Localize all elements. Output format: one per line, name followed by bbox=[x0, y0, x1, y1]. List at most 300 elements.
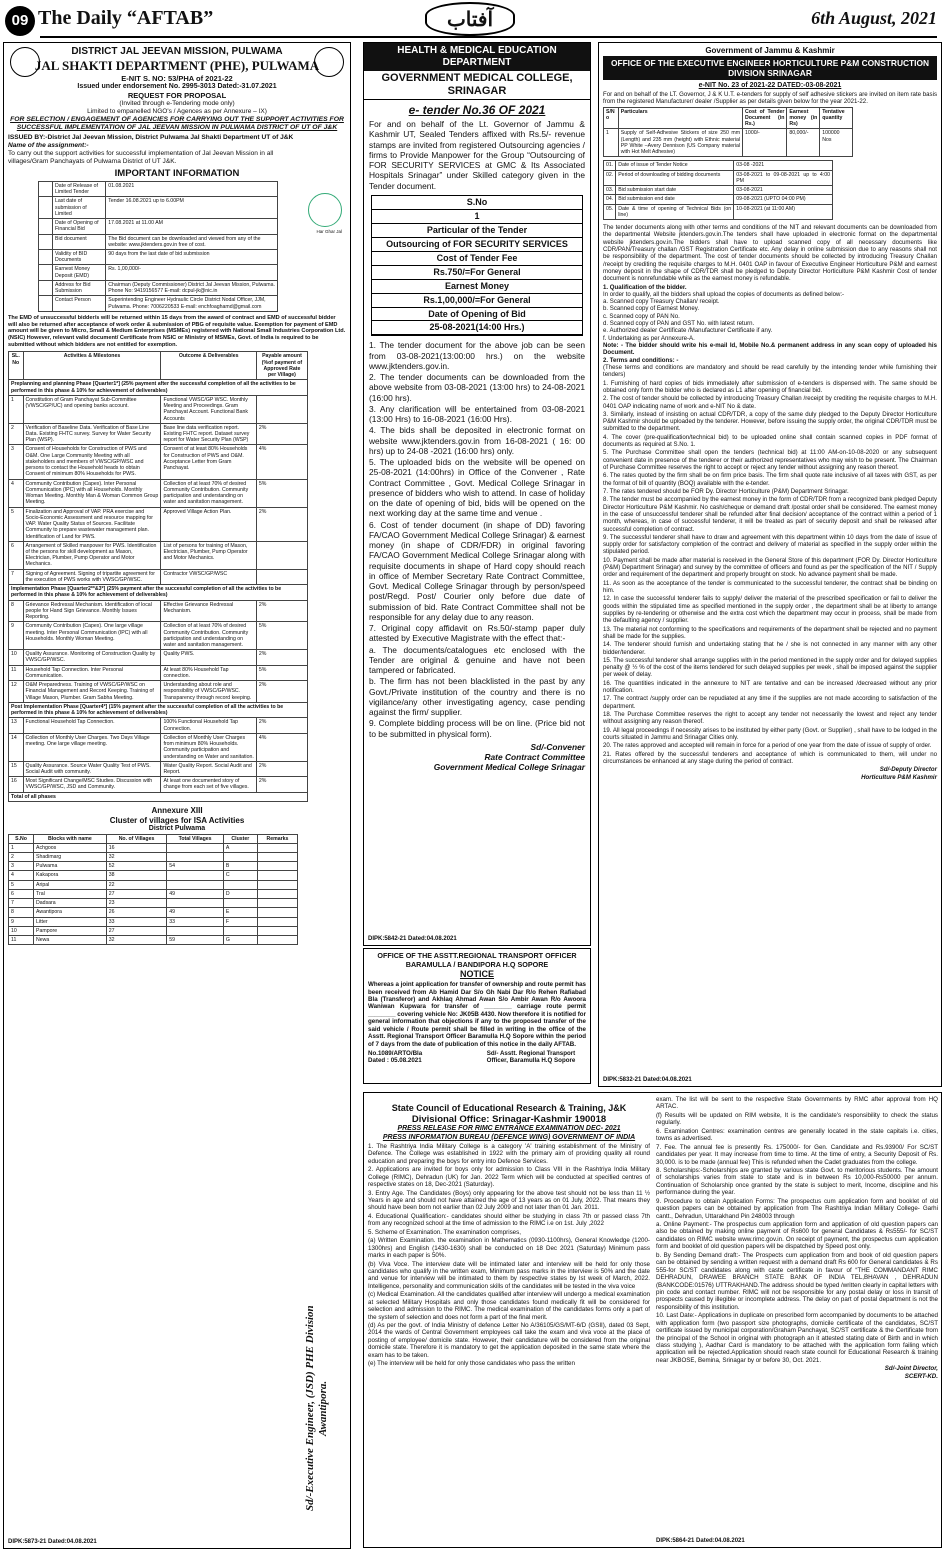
phase-row bbox=[9, 702, 308, 717]
cluster-row bbox=[9, 852, 298, 861]
rimc-point: 5. Scheme of Examination. The examination comprises, bbox=[368, 1228, 521, 1236]
term-item: 13. The material not conforming to the specifications and requirements of the department shall be rejected and no payment shall be made for the supplies. bbox=[603, 625, 937, 640]
cluster-cell: Awantipora bbox=[34, 908, 107, 917]
ad4-qual-intro: In order to qualify, all the bidders shall upload the copies of documents as defined below:- bbox=[603, 290, 845, 298]
term-item: 9. The successful tenderer shall have to draw and agreement with this department within 10 days from the date of issue of supply order for satisfactory completion of the contract and delivery of material as specified in the supply order within the stipulated period. bbox=[603, 533, 937, 556]
tender-point: 9. Complete bidding process will be on line. (Price bid not to be submitted in physical form). bbox=[369, 718, 585, 739]
tender-point: 1. The tender document for the above job can be seen from 03-08-2021(13:00:00 hrs.) on the website www.jktenders.gov.in. bbox=[369, 340, 585, 371]
activity-pay bbox=[256, 541, 307, 569]
cluster-cell bbox=[257, 880, 297, 889]
ad1-rfp: REQUEST FOR PROPOSAL bbox=[127, 90, 227, 100]
info-row bbox=[39, 234, 278, 249]
info-cell: 90 days from the last date of bid submission bbox=[106, 250, 278, 265]
date-cell: 03-08 -2021 bbox=[734, 161, 833, 170]
cluster-cell: 38 bbox=[106, 871, 167, 880]
activity-outcome: Collection of at least 70% of desired Community Contribution. Community participation and understanding on water and sanitation management. bbox=[161, 479, 256, 507]
ad1-limited: Limited to empanelled NGO's / Agences as per Annexure – IX) bbox=[87, 107, 267, 115]
ad1-nit: E-NIT S. NO: 53/PHA of 2021-22 bbox=[121, 73, 233, 83]
info-cell bbox=[39, 265, 53, 280]
cluster-header: Cluster bbox=[223, 834, 257, 843]
info-cell: Bid document bbox=[53, 234, 106, 249]
cluster-cell bbox=[167, 899, 224, 908]
activity-text: Most Significant Change/MSC Studies. Discussion with VWSC/GP/WSC, JSD and Community. bbox=[23, 777, 161, 792]
info-cell: 17.08.2021 at 11.00 AM bbox=[106, 219, 278, 234]
activity-text: Grievance Redressal Mechanism. Identification of local people for Hand Sign Grievance. Monthly Issues Reporting. bbox=[23, 600, 161, 622]
tender-point: 7. Original copy affidavit on Rs.50/-stamp paper duly attested by Executive Magistrate with the effect that:- bbox=[369, 623, 585, 644]
activity-outcome: Base line data verification report. Existing FHTC report. Dataset survey report for Water Security Plan (WSP) bbox=[161, 423, 256, 445]
date-cell: 03. bbox=[604, 186, 616, 195]
info-cell bbox=[39, 219, 53, 234]
info-row bbox=[39, 197, 278, 219]
cluster-cell: C bbox=[223, 871, 257, 880]
ad4-h1: Government of Jammu & Kashmir bbox=[705, 46, 835, 55]
cluster-cell: 27 bbox=[106, 926, 167, 935]
jjm-emblem-icon bbox=[314, 47, 344, 77]
activity-pay: 4% bbox=[256, 733, 307, 761]
term-item: 11. As soon as the acceptance of the tender is communicated to the successful tenderer, the contract shall be binding on him. bbox=[603, 579, 937, 595]
date-cell: Date of issue of Tender Notice bbox=[616, 161, 734, 170]
term-item: 14. The tenderer should furnish and undertaking stating that he / she is not connected in any manner with any other bidder/tenderer. bbox=[603, 641, 937, 656]
cluster-cell bbox=[257, 871, 297, 880]
info-cell bbox=[39, 234, 53, 249]
ad1-info-table bbox=[38, 181, 278, 312]
activity-pay: 5% bbox=[256, 665, 307, 680]
ad2-tender-box bbox=[371, 195, 583, 337]
date-cell: 02. bbox=[604, 170, 616, 185]
date-row bbox=[604, 170, 833, 185]
activity-pay: 2% bbox=[256, 718, 307, 733]
tender-box-line: 25-08-2021(14:00 Hrs.) bbox=[372, 321, 582, 335]
activity-outcome: Quality PWS. bbox=[161, 650, 256, 665]
ad4-nit: e-NIT No. 23 of 2021-22 DATED:-03-08-2021 bbox=[698, 81, 842, 89]
ad2-intro: For and on behalf of the Lt. Governor of Jammu & Kashmir UT, Sealed Tenders affixed with Rs.5/- revenue stamps are invited from registered Outsourcing agencies / firms to Provide Manpower for the Group “Outsourcing of FOR SECURITY SERVICES at GMC & Its Associated Hospitals Srinagar” under Skilled category given in the Tender document. bbox=[369, 119, 585, 191]
rimc-point: 7. Fee. The annual fee is presently Rs. 175000/- for Gen. Candidate and Rs.93900/ For SC/ST candidates per year. It may increase from time to time. At the time of entry, a Security Deposit of Rs. 30,000. is to be made (annual fee) This is refunded when the Cadet graduates from the college. bbox=[656, 1143, 938, 1166]
rimc-point: (d) As per the govt. of India Ministry of defence Letter No A/36105/GS/MT-6/D (GSII), dated 03 Sept, 2014 the wards of Central Government employees call take the exam and viva voce at the place of posting of employee/ domicile state. However, their candidature will be considered from the original domicile state. Therefore it is mandatory to get the application deposited in the same state where the exam has to be taken. bbox=[368, 1322, 650, 1359]
cluster-cell: 59 bbox=[167, 936, 224, 945]
rimc-point: 1. The Rashtriya India Military College is a category 'A' training establishment of the Ministry of Defence. The College was established in 1922 with the primary aim of providing quality all round education and preparing the boys for entry into Defence Services. bbox=[368, 1142, 650, 1165]
date-cell: 10-08-2021 (at 11:00 AM) bbox=[734, 204, 833, 219]
cluster-row bbox=[9, 880, 298, 889]
date-cell: 04. bbox=[604, 195, 616, 204]
ad1-invited: (Invited through e-Tendering mode only) bbox=[119, 99, 235, 107]
date-cell: Bid submission end date bbox=[616, 195, 734, 204]
tender-point: 3. Any clarification will be entertained from 03-08-2021 (13:00 Hrs) to 16-08-2021 (16:00 Hrs). bbox=[369, 403, 585, 425]
ad1-dept1: DISTRICT JAL JEEVAN MISSION, PULWAMA bbox=[71, 46, 283, 57]
activity-pay: 2% bbox=[256, 600, 307, 622]
term-item: 16. The quantities indicated in the annexure to NIT are tentative and can be increased /decreased without any prior notification. bbox=[603, 679, 937, 695]
cluster-cell: Newa bbox=[34, 936, 107, 945]
info-row bbox=[39, 280, 278, 295]
rimc-point: (e) The interview will be held for only those candidates who pass the written bbox=[368, 1360, 575, 1368]
activity-pay: 2% bbox=[256, 507, 307, 541]
cluster-row bbox=[9, 936, 298, 945]
item-cell: 1 bbox=[604, 129, 619, 157]
ad1-dept2: JAL SHAKTI DEPARTMENT (PHE), PULWAMA bbox=[34, 58, 320, 73]
ad5-h1: State Council of Educational Research & Training, J&K bbox=[391, 1103, 627, 1113]
info-cell: Superintending Engineer Hydraulic Circle District Nodal Officer, JJM, Pulwama. Phone: 7006220533 E-mail: enchfoaghamd@gmail.com bbox=[106, 296, 278, 311]
cluster-row bbox=[9, 889, 298, 898]
cluster-cell: 3 bbox=[9, 862, 34, 871]
date-cell: 03-08-2021 to 09-08-2021 up to 4:00 PM bbox=[734, 170, 833, 185]
cluster-cell: 9 bbox=[9, 917, 34, 926]
activity-text: Collection of Monthly User Charges. Two Days Village meeting. One large village meeting. bbox=[23, 733, 161, 761]
date-cell: 05. bbox=[604, 204, 616, 219]
activity-text: Signing of Agreement. Signing of tripartite agreement for the execution of PWS works with VWSC/GP/WSC. bbox=[23, 569, 161, 584]
cluster-cell: Pulwama bbox=[34, 862, 107, 871]
cluster-header: Remarks bbox=[257, 834, 297, 843]
ad1-emd-note: The EMD of unsuccessful bidder/s will be returned within 15 days from the award of contract and EMD of successful bidder will also be returned after acceptance of work order & submission of PBG of requisite value. Exemption for payment of EMD amount will be given to Micro, Small & Medium Enterprises (MSMEs) registered with National Small Industries Corporation Ltd.(NSIC) However, relevant valid document/ Certificate from NSIC or Ministry of MSMEs, Govt. of India is required to be submitted without which bidders are not entitled for exemption. bbox=[8, 314, 346, 348]
cluster-cell bbox=[257, 917, 297, 926]
qual-item: e. Authorized dealer Certificate /Manufacturer Certificate if any. bbox=[603, 327, 773, 335]
cluster-cell: 6 bbox=[9, 889, 34, 898]
ad4-h2: OFFICE OF THE EXECUTIVE ENGINEER HORTICULTURE P&M CONSTRUCTION DIVISION SRINAGAR bbox=[603, 56, 937, 80]
cluster-cell: 4 bbox=[9, 871, 34, 880]
activity-sl: 5 bbox=[9, 507, 24, 541]
activity-row bbox=[9, 600, 308, 622]
ad2-h1: HEALTH & MEDICAL EDUCATION DEPARTMENT bbox=[364, 43, 590, 71]
cluster-cell: Achgoos bbox=[34, 843, 107, 852]
cluster-row bbox=[9, 899, 298, 908]
rimc-point: 9. Procedure to obtain Application Forms: The prospectus cum application form and booklet of old question papers can be obtained by application from The Rashtriya Indian Military College- Garhi cantt., Dehradun, Uttarakhand Pin 248003 through bbox=[656, 1197, 938, 1220]
ad2-sign1: Sd/-Convener bbox=[530, 741, 585, 752]
rimc-point: exam. The list will be sent to the respective State Governments by RMC after approval from HQ ARTAC. bbox=[656, 1096, 938, 1111]
tender-point: 6. Cost of tender document (in shape of DD) favoring FA/CAO Government Medical College Srinagar) & earnest money (in shape of CDR/FDR) in original favoring FA/CAO Government Medical College Srinagar along with requisite documents in shape of Hard copy should reach in office of Member Secretary Rate Contract Committee, Govt. Medical College Srinagar through by person/speed post/Regd. Post/ Courier only before due date of submission of bid. Rate Contract Committee shall not be responsible for any delay due to any reason. bbox=[369, 519, 585, 622]
activity-row bbox=[9, 650, 308, 665]
info-cell bbox=[39, 181, 53, 196]
ad-arto-notice bbox=[363, 948, 591, 1084]
paper-title: The Daily “AFTAB” bbox=[38, 7, 214, 29]
cluster-cell: 49 bbox=[167, 889, 224, 898]
activity-row bbox=[9, 507, 308, 541]
activity-text: Finalization and Approval of VAP. PRA exercise and Socio-Economic Assessment and resource mapping for VAP. Water Quality Status of Sources. Facilitate Community to prepare wastewater management plan. Identification of Land for PWS. bbox=[23, 507, 161, 541]
ad5-h3: PRESS RELEASE FOR RIMC ENTRANCE EXAMINATION DEC- 2021 bbox=[397, 1125, 621, 1133]
phase-cell: Implementation Phase [Quarter2**&3*] (25% payment after the successful completion of all the activities to be performed in this phase & 10% for achievement of deliverables) bbox=[9, 585, 308, 600]
info-cell bbox=[39, 250, 53, 265]
ad1-selection: FOR SELECTION / ENGAGEMENT OF AGENCIES FOR CARRYING OUT THE SUPPORT ACTIVITIES FOR SUCCESSFUL IMPLEMENTATION OF JAL JEEVAN MISSION IN PULWAMA DISTRICT OF UT OF J&K bbox=[10, 115, 344, 131]
term-item: 6. The rates quoted by the firm shall be on firm price basis. The firm shall quote rate inclusive of all taxes with GST, as per the format of bill of quantity (BOQ) available with the e-tender. bbox=[603, 472, 937, 487]
cluster-cell bbox=[167, 926, 224, 935]
cluster-row bbox=[9, 843, 298, 852]
tender-box-line: Rs.750/=For General bbox=[372, 266, 582, 280]
term-item: 5. The Purchase Committee shall open the tenders (technical bid) at 11:00 AM-on-10-08-2020 or any subsequent convenient date in presence of the tenderer or their authorized representatives who may wish to be present. The Chairman of Purchase Committee reserves the right to accept or reject any tender without assigning any reason thereof. bbox=[603, 449, 937, 472]
har-ghar-jal-caption: Har Ghar Jal bbox=[316, 229, 342, 234]
activity-sl: 11 bbox=[9, 665, 24, 680]
date-cell: Period of downloading of bidding documents bbox=[616, 170, 734, 185]
rimc-point: 4. Educational Qualification:- candidates should either be studying in class 7th or passed class 7th from any recognized school at the time of admission to the RIMC i.e on 1st. July ,2022 bbox=[368, 1212, 650, 1228]
paper-logo: آفتاب bbox=[425, 2, 515, 36]
activity-row bbox=[9, 479, 308, 507]
ad5-sign2: SCERT-KD. bbox=[904, 1372, 938, 1380]
cluster-cell: 49 bbox=[167, 908, 224, 917]
info-row bbox=[39, 250, 278, 265]
term-item: 20. The rates approved and accepted will remain in force for a period of one year from the date of issue of supply of order. bbox=[603, 742, 932, 750]
cluster-cell: F bbox=[223, 917, 257, 926]
activity-outcome: Understanding about role and responsibility of VWSC/GP/WSC. Transparency through record keeping. bbox=[161, 681, 256, 703]
rimc-point: (f) Results will be updated on RIM website, It is the candidate's responsibility to check the status regularly. bbox=[656, 1111, 938, 1127]
activity-text: Constitution of Gram Panchayat Sub-Committee (VWSC/GP/UC) and opening banks account. bbox=[23, 395, 161, 423]
cluster-cell: 1 bbox=[9, 843, 34, 852]
activity-row bbox=[9, 541, 308, 569]
ad-horticulture bbox=[598, 42, 942, 1087]
rimc-point: (a) Written Examination. the examination in Mathematics (0930-1100hrs), General Knowledge (1200-1300hrs) and English (1430-1630) shall be conducted on 18 Dec 2021 (Saturday) Minimum pass marks in each paper is 50%. bbox=[368, 1237, 650, 1260]
cluster-cell: Pampore bbox=[34, 926, 107, 935]
cluster-cell: 8 bbox=[9, 908, 34, 917]
cluster-cell: G bbox=[223, 936, 257, 945]
term-item: 1. Furnishing of hard copies of bids immediately after submission of e-tenders is dispensed with. The same should be obtained only form the bidder who is declared as L1 after opening of financial bid. bbox=[603, 379, 937, 394]
activity-outcome: 100% Functional Household Tap Connection. bbox=[161, 718, 256, 733]
ad3-text: Whereas a joint application for transfer of ownership and route permit has been received from Ab Hamid Dar S/o Gh Nabi Dar R/o Rehen Rafiabad Bla (Transferor) and Akhlaq Ahmad Awan S/o Ambir Awan R/o Awoora Waniwan Kupwara for transfer of ________ carriage route permit ________ covering vehicle No: JK05B 4430. Now therefore it is notified for general information that objections if any to the proposed transfer of the said vehicle / Route permit shall be filled in writing in the office of the Asstt. Regional Transport Officer Baramulla H.Q Sopore within the period of 7 days from the date of publication of this notice in the daily AFTAB. bbox=[368, 981, 586, 1048]
activity-text: Quality Assurance. Monitoring of Construction Quality by VWSC/GP/WSC. bbox=[23, 650, 161, 665]
ad-jal-shakti bbox=[3, 42, 351, 1549]
ad1-assignment: Name of the assignment:- bbox=[8, 141, 89, 149]
info-cell: Date of Release of Limited Tender bbox=[53, 181, 106, 196]
rimc-point: 3. Entry Age. The Candidates (Boys) only appearing for the above test should not be less than 11 ½ Years in age and should not have attained the age of 13 years as on 01 July, 2022. That means they should have been born not earlier than 02 July 2009 and not later than 01 Jan. 2011. bbox=[368, 1189, 650, 1212]
cluster-cell: 52 bbox=[106, 862, 167, 871]
item-cell: 100000 Nos bbox=[820, 129, 853, 157]
date-row bbox=[604, 204, 833, 219]
activity-outcome: Collection of at least 70% of desired Community Contribution. Community participation and understanding on water and sanitation management. bbox=[161, 622, 256, 650]
activity-sl: 1 bbox=[9, 395, 24, 423]
activity-sl: 8 bbox=[9, 600, 24, 622]
cluster-cell bbox=[223, 899, 257, 908]
rimc-point: 6. Examination Centres: examination centres are generally located in the state capitals i.e. cities, towns as advertised. bbox=[656, 1127, 938, 1143]
ad2-sign2: Rate Contract Committee bbox=[484, 752, 585, 763]
term-item: 10. Payment shall be made after material is received in the General Store of this department (FOR Dy. Director Horticulture (P&M) Department Srinagar) and survey by the committee of officers and found as per the specification of the NIT / Supply order and requirement of the department and properly brought on stock. No advance payment shall be made. bbox=[603, 556, 937, 579]
ad4-sign2: Horticulture P&M Kashmir bbox=[861, 773, 937, 781]
phase-cell: Preplanning and planning Phase [Quarter1*] (25% payment after the successful completion of all the activities to be performed in this phase & 10% for achievement of deliverables) bbox=[9, 380, 308, 395]
ad1-purpose: To carry out the support activities for successful implementation of Jal Jeevan Mission in all villages/Gram Panchayats of Pulwama District of UT J&K. bbox=[8, 149, 274, 165]
ad5-sign1: Sd/-Joint Director, bbox=[884, 1365, 938, 1373]
term-item: 3. Similarly, instead of insisting on actual CDR/TDR, a copy of the same duly pledged to the Deputy Director Horticulture P&M Kashmir should be uploaded by the tenderer. However, before issuing the supply order, the original CDR/TDR must be submitted to the department. bbox=[603, 410, 937, 433]
info-cell: Address for Bid Submission bbox=[53, 280, 106, 295]
tender-point: 4. The bids shall be deposited in electronic format on website www.jktenders.gov.in from 16-08-2021 ( 16: 00 hrs) up to 24-08 -2021 (16:00 hrs) only. bbox=[369, 425, 585, 456]
ad1-dipk: DIPK:5873-21 Dated:04.08.2021 bbox=[8, 1538, 97, 1545]
cluster-cell: 7 bbox=[9, 899, 34, 908]
cluster-cell: 22 bbox=[106, 880, 167, 889]
ad1-signature: Sd/-Executive Engineer, (JSD) PHE Division Awantipora. bbox=[304, 1305, 330, 1511]
phase-row bbox=[9, 792, 308, 801]
activity-text: Functional Household Tap Connection. bbox=[23, 718, 161, 733]
cluster-cell bbox=[257, 926, 297, 935]
info-cell bbox=[39, 197, 53, 219]
activity-header: Outcome & Deliverables bbox=[161, 352, 256, 380]
ad3-date: Dated : 05.08.2021 bbox=[368, 1057, 422, 1065]
cluster-cell bbox=[257, 908, 297, 917]
cluster-cell: 33 bbox=[167, 917, 224, 926]
date-row bbox=[604, 161, 833, 170]
qual-item: a. Scanned copy Treasury Challan/ receipt. bbox=[603, 298, 720, 306]
masthead bbox=[0, 0, 945, 38]
ad1-cluster-table bbox=[8, 834, 298, 946]
qual-item: f. Undertaking as per Annexure-A. bbox=[603, 334, 695, 342]
activity-sl: 4 bbox=[9, 479, 24, 507]
info-cell: Chairman (Deputy Commissioner) District Jal Jeevan Mission, Pulwama. Phone No: 9419156577 E-mail: dcpul-jk@nic.in bbox=[106, 280, 278, 295]
activity-pay: 5% bbox=[256, 479, 307, 507]
term-item: 17. The contract /supply order can be repudiated at any time if the supplies are not made according to satisfaction of the department. bbox=[603, 695, 937, 710]
activity-header: Payable amount (%of payment of Approved Rate per Village) bbox=[256, 352, 307, 380]
cluster-cell bbox=[257, 862, 297, 871]
ad1-issued-by: ISSUED BY:-District Jal Jeevan Mission, District Pulwama Jal Shakti Department UT of J&K bbox=[8, 133, 294, 141]
activity-row bbox=[9, 733, 308, 761]
ad4-note: Note: - The bidder should write his e-mail Id, Mobile No.& permanent address in any scan copy of uploaded his Document. bbox=[603, 342, 937, 357]
cluster-cell: Shadimarg bbox=[34, 852, 107, 861]
cluster-cell bbox=[167, 852, 224, 861]
cluster-cell: 32 bbox=[106, 936, 167, 945]
cluster-cell: 26 bbox=[106, 908, 167, 917]
activity-outcome: Effective Grievance Redressal Mechanism. bbox=[161, 600, 256, 622]
cluster-cell bbox=[257, 843, 297, 852]
term-item: 4. The cover (pre-qualification/technical bid) to be uploaded online shall contain scanned copies in PDF format of documents as required at S.No. 1. bbox=[603, 433, 937, 449]
ad4-dates-table bbox=[603, 160, 833, 220]
info-cell: The Bid document can be downloaded and viewed from any of the website: www.jktenders.gov.in free of cost. bbox=[106, 234, 278, 249]
cluster-cell bbox=[223, 852, 257, 861]
cluster-cell: 23 bbox=[106, 899, 167, 908]
cluster-row bbox=[9, 917, 298, 926]
ad5-h2: Divisional Office: Srinagar-Kashmir 190018 bbox=[411, 1113, 607, 1125]
cluster-cell: 16 bbox=[106, 843, 167, 852]
ad4-body: The tender documents along with other terms and conditions of the NIT and relevant documents can be downloaded from the departmental Website jktenders.gov.in.The tenders shall have uploaded in electronic format on the departmental website jktenders.gov.in.The bidders shall have to upload scanned copy of all necessary documents like CDR/PAN/Treasury challan /GST Registration Certificate etc. Any delay in online submission due to any reasons shall not be responsibility of the department. The cost of tender documents should be collected by introducing Treasury Challan /receipt by crediting the requisite charges to M.H. 0401 OAP in favour of Executive Engineer Horticulture P&M and earnest money deposit in the shape of CDR/TDR shall be pledged to Deputy Director Horticulture P&M Kashmir Cost of tender document is nonrefundable while as the earnest money is refundable. bbox=[603, 224, 937, 283]
tender-box-line: Earnest Money bbox=[372, 280, 582, 294]
activity-row bbox=[9, 718, 308, 733]
info-cell: Rs. 1,00,000/- bbox=[106, 265, 278, 280]
activity-pay: 2% bbox=[256, 650, 307, 665]
info-cell: Contact Person bbox=[53, 296, 106, 311]
activity-row bbox=[9, 761, 308, 776]
activity-text: Arrangement of Skilled manpower for PWS. Identification of the persons for skill development as Mason, Electrician, Plumber, Pump Operator and Motor Mechanics. bbox=[23, 541, 161, 569]
activity-header: SL. No bbox=[9, 352, 24, 380]
activity-row bbox=[9, 445, 308, 479]
ad1-activities-table bbox=[8, 351, 308, 802]
tender-box-line: Cost of Tender Fee bbox=[372, 252, 582, 266]
activity-text: Verification of Baseline Data. Verification of Base Line Data. Existing FHTC survey. Survey for Water Security Plan (WSP). bbox=[23, 423, 161, 445]
ad3-no: No.1089/ARTO/Bla bbox=[368, 1050, 423, 1058]
cluster-cell: Dadsara bbox=[34, 899, 107, 908]
activity-outcome: List of persons for training of Mason, Electrician, Plumber, Pump Operator and Motor Mechanics. bbox=[161, 541, 256, 569]
info-cell: Last date of submission of Limited bbox=[53, 197, 106, 219]
cluster-row bbox=[9, 871, 298, 880]
term-item: 21. Rates offered by the successful tenderers and acceptance of which is communicated to them, will under no circumstances be enhanced at any stage during the period of contract. bbox=[603, 750, 937, 765]
info-row bbox=[39, 181, 278, 196]
cluster-cell: Aripal bbox=[34, 880, 107, 889]
activity-pay: 2% bbox=[256, 681, 307, 703]
rimc-point: a. Online Payment:- The prospectus cum application form and application of old question papers can also be obtained by making online payment of Rs600 for general Candidates & Rs555/- for SC/ST candidates on RIMC website www.rimc.gov.in. On receipt of payment, the prospectus cum application form and booklet of old question papers will be dispatched by Speed post only. bbox=[656, 1221, 938, 1251]
tender-box-line: 1 bbox=[372, 210, 582, 224]
cluster-cell bbox=[167, 843, 224, 852]
ad3-sign: Sd/- Asstt. Regional Transport Officer, Baramulla H.Q Sopore bbox=[486, 1050, 576, 1065]
cluster-header: S.No bbox=[9, 834, 34, 843]
tender-point: 2. The tender documents can be downloaded from the above website from 03-08-2021 (13:00 hrs) to 24-08-2021 (16:00 hrs). bbox=[369, 372, 585, 403]
ad4-intro: For and on behalf of the LT. Governor, J & K U.T. e-tenders for supply of self adhesive stickers are invited on item rate basis from the registered Manufacturer/ dealer /Supplier as per details given below for the year 2021-22. bbox=[603, 91, 937, 106]
term-item: 19. All legal proceedings if necessity arises to be instituted by either party (Govt. or Supplier) , shall have to be lodged in the courts situated in Jammu and Srinagar Cities only. bbox=[603, 726, 937, 741]
term-item: 18. The Purchase Committee reserves the right to accept any tender not necessarily the lowest and reject any tender without assigning any reason thereof. bbox=[603, 711, 937, 726]
cluster-cell: 33 bbox=[106, 917, 167, 926]
activity-pay bbox=[256, 395, 307, 423]
ad2-sign3: Government Medical College Srinagar bbox=[433, 762, 585, 773]
ad4-terms-title: 2. Terms and conditions: - bbox=[603, 356, 679, 364]
ad1-annexure: Annexure XIII bbox=[151, 805, 203, 815]
tender-box-line: Outsourcing of FOR SECURITY SERVICES bbox=[372, 238, 582, 252]
info-cell: Validity of BID Documents bbox=[53, 250, 106, 265]
cluster-header: Total Villages bbox=[167, 834, 224, 843]
ad4-terms-intro: (These terms and conditions are mandatory and should be read carefully by the intending tender while furnishing their tenders) bbox=[603, 363, 937, 379]
phase-cell: Total of all phases bbox=[9, 792, 308, 801]
cluster-cell: 2 bbox=[9, 852, 34, 861]
item-cell: 80,000/- bbox=[787, 129, 820, 157]
cluster-cell: 5 bbox=[9, 880, 34, 889]
term-item: 15. The successful tenderer shall arrange supplies with in the period mentioned in the supply order and for delayed supplies penalty @ ½ % of the cost of the items tendered for such delayed supplies per week , shall be imposed against the supplier per week of delay. bbox=[603, 656, 937, 679]
activity-row bbox=[9, 423, 308, 445]
tender-point: b. The firm has not been blacklisted in the past by any Govt./Private institution of the country and there is no vigilance/any other investigating agency, case pending against the firm/ supplier. bbox=[369, 676, 585, 718]
activity-outcome: At least 80% Household Tap connection. bbox=[161, 665, 256, 680]
tender-point: 5. The uploaded bids on the website will be opened on 25-08-2021 (14:00hrs) in Office of the Convener , Rate Contract Committee , Govt. Medical College Srinagar in presence of bidders who wish to attend. In case of holiday on the date of opening of bid, bids will be opened on the next working day at the same time and venue . bbox=[369, 457, 585, 519]
activity-header: Activities & Milestones bbox=[23, 352, 161, 380]
activity-pay: 4% bbox=[256, 445, 307, 479]
info-cell: Date of Opening of Financial Bid bbox=[53, 219, 106, 234]
page-number: 09 bbox=[5, 6, 35, 36]
activity-outcome: Water Quality Report. Social Audit and Report. bbox=[161, 761, 256, 776]
item-header: Tentative quantity bbox=[820, 107, 853, 129]
cluster-cell: 54 bbox=[167, 862, 224, 871]
ad1-issued: Issued under endorsement No. 2995-3013 Dated:-31.07.2021 bbox=[77, 82, 277, 90]
activity-text: Consent of Households for Construction of PWS and O&M. One Large Community Meeting with all stakeholders and members of VWSC/GP/WSC and persons to contact the Household heads to obtain Consent of minimum 80% Households for PWS. bbox=[23, 445, 161, 479]
activity-sl: 13 bbox=[9, 718, 24, 733]
tender-box-line: Particular of the Tender bbox=[372, 224, 582, 238]
cluster-cell: Tral bbox=[34, 889, 107, 898]
qual-item: b. Scanned copy of Earnest Money. bbox=[603, 305, 700, 313]
ad-scert-rimc bbox=[363, 1092, 942, 1548]
activity-sl: 3 bbox=[9, 445, 24, 479]
activity-outcome: Contractor VWSC/GP/WSC bbox=[161, 569, 256, 584]
masthead-rule bbox=[40, 36, 937, 38]
activity-pay: 2% bbox=[256, 777, 307, 792]
info-cell: Tender 16.08.2021 up to 6.00PM bbox=[106, 197, 278, 219]
cluster-cell: Litter bbox=[34, 917, 107, 926]
activity-sl: 6 bbox=[9, 541, 24, 569]
cluster-cell: B bbox=[223, 862, 257, 871]
activity-pay bbox=[256, 569, 307, 584]
rimc-point: 8. Scholarships:-Scholarships are granted by various state Govt. to meritorious students. The amount of scholarships varies from state to state and is in between Rs 10,000-Rs50000 per annum. Continuation of Scholarship once granted by the state is subject to merit, Income, discipline and his performance during the year. bbox=[656, 1166, 938, 1197]
cluster-cell: 32 bbox=[106, 852, 167, 861]
activity-outcome: Consent of at least 80% Households for Construction of PWS and O&M. Acceptance Letter from Gram Panchayat. bbox=[161, 445, 256, 479]
activity-sl: 7 bbox=[9, 569, 24, 584]
item-header: Cost of Tender Document (in Rs.) bbox=[743, 107, 787, 129]
date-cell: 09-08-2021 (UPTO 04:00 PM) bbox=[734, 195, 833, 204]
qual-item: d. Scanned copy of PAN and GST No. with latest return. bbox=[603, 320, 755, 328]
cluster-cell: 11 bbox=[9, 936, 34, 945]
rimc-point: 2. Applications are invited for boys only for admission to Class VIII in the Rashtriya India Military College (RIMC), Dehradun (UK) for Jan. 2022 Term which will be conducted at specified centres of respective states on 18, Dec-2021 (Saturday). bbox=[368, 1166, 650, 1189]
har-ghar-jal-logo-icon bbox=[308, 193, 342, 227]
activity-text: Community Contribution (Capex). One large village meeting. Inter Personal Communication (IPC) with all Households. Monthly Woman Meeting. bbox=[23, 622, 161, 650]
ad4-item-table bbox=[603, 107, 853, 158]
ad1-district: District Pulwama bbox=[148, 825, 206, 833]
info-row bbox=[39, 219, 278, 234]
activity-sl: 15 bbox=[9, 761, 24, 776]
activity-row bbox=[9, 395, 308, 423]
item-cell: 1000/- bbox=[743, 129, 787, 157]
cluster-cell bbox=[223, 926, 257, 935]
rimc-point: (c) Medical Examination. All the candidates qualified after interview will undergo a medical examination at selected Military Hospitals and only those candidates found medically fit will be considered for selection and admission to the RIMC. The medical examination of the candidates forms only a part of the system of selection and does not form a part of the final merit. bbox=[368, 1291, 650, 1321]
cluster-cell bbox=[257, 852, 297, 861]
cluster-header: No. of Villages bbox=[106, 834, 167, 843]
tender-box-line: Date of Opening of Bid bbox=[372, 308, 582, 322]
activity-text: Community Contribution (Capex). Inter Personal Communication (IPC) with all Households. Monthly Woman Meeting. Monthly Man & Woman Common Group Meeting. bbox=[23, 479, 161, 507]
item-cell: Supply of Self-Adhesive Stickers of size 250 mm (Length) and 235 mm (height) with Ethnic material PP White –Avery Dennison (US Company material with Hot Melt Adhesive) bbox=[618, 129, 742, 157]
rimc-point: 10. Last Date:- Applications in duplicate on prescribed form accompanied by documents to be attached with application form (two passport size photographs, domicile certificate of the candidates, SC/ST certificate issued by municipal corporation/Graham Panchayat, SC/ST certificate & the Certificate from the principal of the School in original with photograph an it attested stating date of Birth and in which class studying ), Aadhar Card is mandatory to be attached with the application form failing which application will be rejected.Application should reach state council for Educational Research & training near JKBOSE, Bemina, Srinagar by or before 30, Oct. 2021. bbox=[656, 1312, 938, 1364]
cluster-cell: 10 bbox=[9, 926, 34, 935]
issue-date: 6th August, 2021 bbox=[811, 8, 937, 28]
cluster-cell bbox=[257, 899, 297, 908]
activity-outcome: At least one documented story of change from each set of five villages. bbox=[161, 777, 256, 792]
